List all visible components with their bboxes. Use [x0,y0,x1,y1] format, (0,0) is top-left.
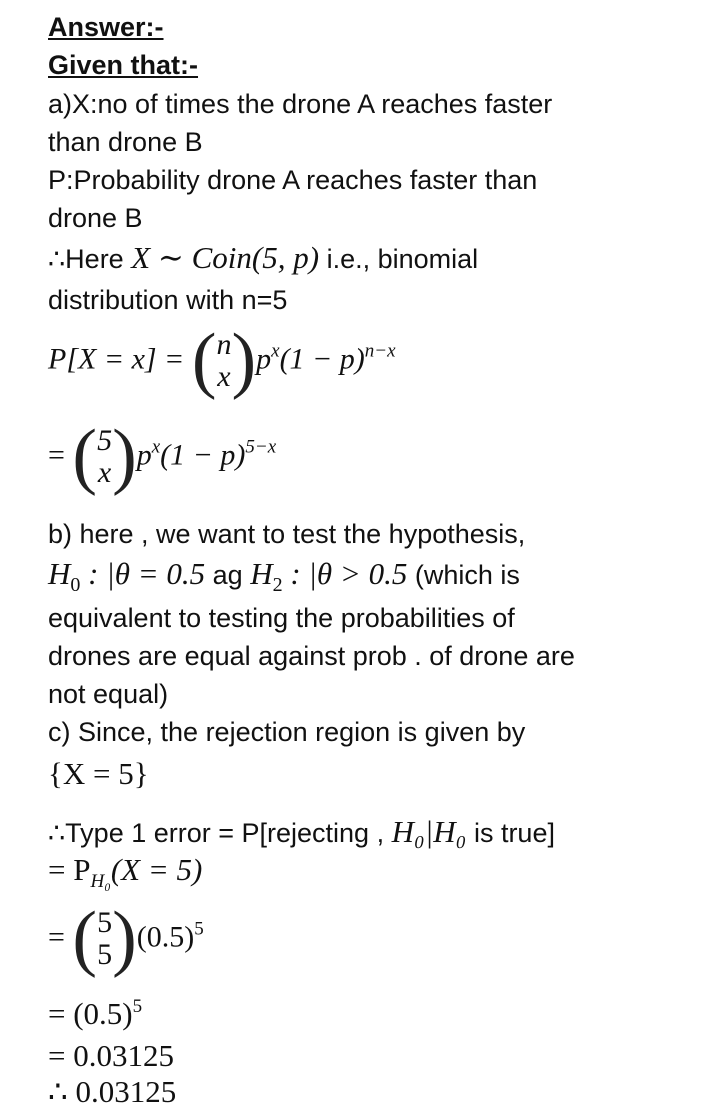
half-power: (0.5) [136,920,195,954]
rejection-region: {X = 5} [48,756,149,791]
part-a-line-1: a)X:no of times the drone A reaches faster [48,89,553,119]
here-prefix: ∴Here [48,244,132,274]
binom5-top: 5 [97,423,113,457]
part-b-line-4: drones are equal against prob . of drone are [48,641,575,671]
binomial-coefficient-5: ( 5 x ) [72,415,137,497]
type1-prefix: ∴Type 1 error = P[rejecting , [48,818,392,848]
pmf-exp-n-x: n−x [364,340,396,362]
final-answer: ∴ 0.03125 [48,1074,177,1109]
pmf5-complement: (1 − p) [160,438,246,472]
binom55-bottom: 5 [97,937,113,971]
b-line-2-suffix: (which is [407,560,520,590]
half-power-line [48,996,142,1032]
half-power-eq: = (0.5) [48,996,133,1031]
distribution-n-line: distribution with n=5 [48,285,288,315]
pmf-p: p [256,342,272,376]
binomial-coefficient-5-5: ( 5 5 ) [72,897,137,979]
ph0-line [48,852,202,893]
pmf5-p: p [136,438,152,472]
result-value: = 0.03125 [48,1038,174,1073]
type1-suffix: is true] [466,818,555,848]
binom-top: n [216,327,232,361]
part-a-line-2: than drone B [48,127,203,157]
against-label: ag [205,560,251,590]
pmf-formula [48,318,396,403]
binomial-notation: X ∼ Coin(5, p) [131,240,320,275]
binom-bottom: x [217,359,231,393]
probability-line-1: P:Probability drone A reaches faster than [48,165,538,195]
distribution-statement [48,240,478,277]
binomial-coefficient: ( n x ) [191,319,257,401]
pmf-n5-formula: = ( 5 x )$p^x(1 - p)^{5-x}$ [48,415,277,497]
binom55-top: 5 [97,905,113,939]
pmf5-exp: 5−x [245,436,277,458]
binom-5-5-line: = ( 5 5 )$(0.5)^5$ [48,897,204,979]
h2-symbol: H [250,556,273,591]
part-c-line-1: c) Since, the rejection region is given by [48,717,526,747]
h0-condition: : |θ = 0.5 [80,556,206,591]
ph0-subscript: H₀ [90,871,111,892]
pmf-lhs: P[X = x] = [48,342,192,376]
part-b-line-5: not equal) [48,679,169,709]
given-heading: Given that:- [48,50,199,80]
half-power-exp: 5 [132,996,143,1017]
half-exponent: 5 [194,918,204,940]
binom5-bottom: x [97,455,112,489]
pmf5-exp-x: x [151,436,161,458]
probability-line-2: drone B [48,203,143,233]
h0-symbol: H [48,556,71,591]
part-b-line-1: b) here , we want to test the hypothesis, [48,519,526,549]
h2-condition: : |θ > 0.5 [282,556,408,591]
ph0-event: (X = 5) [110,852,203,887]
type1-condition: H₀|H₀ [391,814,467,849]
here-suffix: i.e., binomial [319,244,479,274]
answer-heading: Answer:- [48,12,164,42]
ph0-eq: = P [48,852,91,887]
pmf-exp-x: x [271,340,280,362]
pmf-complement: (1 − p) [279,342,365,376]
part-b-line-3: equivalent to testing the probabilities of [48,603,515,633]
type1-error-line [48,814,555,851]
hypothesis-line: $H_0$ : |θ = 0.5 ag $H_2$ : |θ > 0.5 (which is [48,556,520,596]
